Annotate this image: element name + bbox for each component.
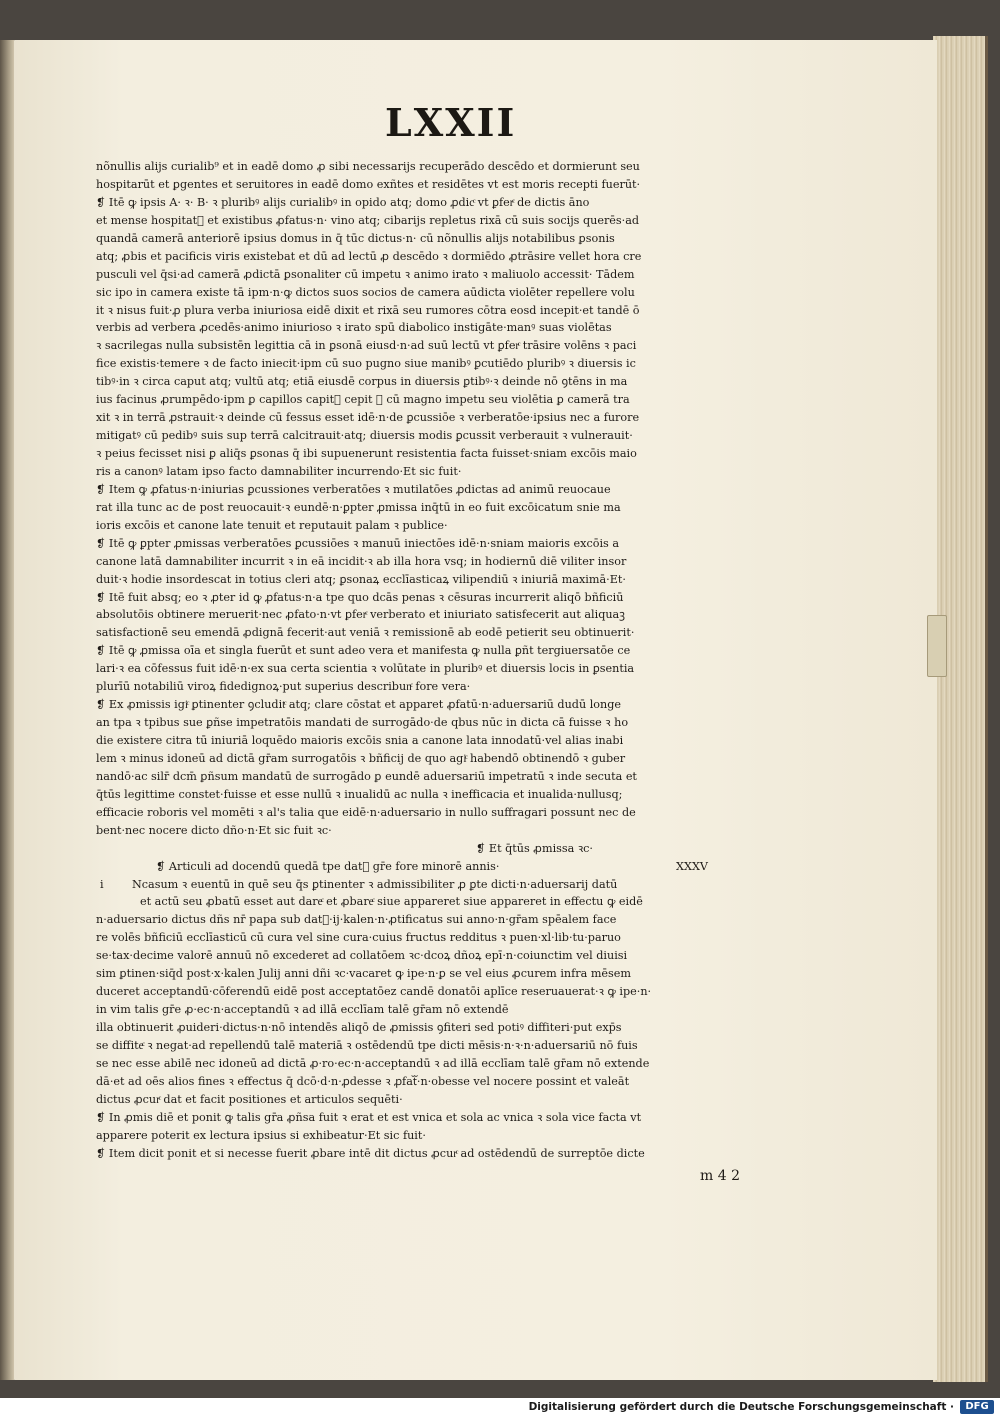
text-line: ❡ Itē ꝙ ipsis A· ꝛ· B· ꝛ pluribꝰ alijs curialibꝰ in opido atq; domo ꝓdicͨ vt ꝑferͨ de dictis āno — [96, 195, 590, 209]
text-line: se·tax·decime valorē annuū nō excederet ad collatōem ꝛc·dcoꝝ dñoꝝ epī·n·coiunctim vel diuisi — [96, 949, 628, 963]
footer-credit: Digitalisierung gefördert durch die Deutsche Forschungsgemeinschaft · — [528, 1401, 954, 1413]
text-line: ius facinus ꝓrumpēdo·ipm ꝑ capillos capitᷓ cepit ꝛ cū magno impetu seu violētia ꝑ camerā tra — [96, 393, 630, 407]
text-line: dictus ꝓcurͨ dat et facit positiones et articulos sequēti· — [96, 1092, 403, 1106]
marginal-letter: i — [100, 877, 104, 891]
marginal-numeral: XXXV — [676, 859, 708, 873]
book-spine — [0, 40, 14, 1380]
text-line: in vim talis gr̄e ꝓ·ec·n·acceptandū ꝛ ad illā ecclīam talē gr̄am nō extendē — [96, 1003, 509, 1017]
text-line: it ꝛ nisus fuit·ꝓ plura verba iniuriosa eidē dixit et rixā seu rumores cōtra eosd incepit·et tandē ō — [96, 303, 640, 317]
text-line: se diffiteͨ ꝛ negat·ad repellendū talē materiā ꝛ ostēdendū tpe dicti mēsis·n·ꝛ·n·aduersariū nō fuis — [96, 1038, 638, 1052]
footer-bar — [0, 1398, 1000, 1417]
text-line: plurīū notabiliū viroꝝ fidedignoꝝ·put superius describunͨ fore vera· — [96, 680, 471, 694]
text-line: dā·et ad oēs alios fines ꝛ effectus q̄ dcō·d·n·ꝓdesse ꝛ ꝓfatᷓ·n·obesse vel nocere possint et valeāt — [96, 1074, 630, 1088]
text-line: re volēs bñficiū ecclīasticū cū cura vel sine cura·cuius fructus redditus ꝛ puen·xl·lib·tu·paruo — [96, 931, 621, 945]
text-line: duit·ꝛ hodie insordescat in totius cleri atq; ꝑsonaꝝ ecclīasticaꝝ vilipendiū ꝛ iniuriā maximā·Et· — [96, 572, 626, 586]
text-line — [96, 858, 768, 876]
text-line: efficacie roboris vel momēti ꝛ al's talia que eidē·n·aduersario in nullo suffragari possunt nec de — [96, 805, 636, 819]
dfg-logo: DFG — [960, 1400, 994, 1414]
text-line: ❡ Itē ꝙ ꝓmissa oīa et singla fuerūt et sunt adeo vera et manifesta ꝙ nulla ꝑñt tergiuersatōe ce — [96, 644, 631, 658]
text-line: nõnullis alijs curialib⁹ et in eadē domo ꝓ sibi necessarijs recuperādo descēdo et dormierunt seu — [96, 160, 640, 173]
text-line: q̄tūs legittime constet·fuisse et esse nullū ꝛ inualidū ac nulla ꝛ inefficacia et inualida·nullusq; — [96, 787, 623, 801]
text-line: die existere citra tū iniuriā loquēdo maioris excōis snia a canone lata innodatū·vel alias inabi — [96, 734, 624, 747]
text-line: illa obtinuerit ꝓuideri·dictus·n·nō intendēs aliqō de ꝓmissis ꝯfiteri sed potiꝰ diffiteri·put exp̄s — [96, 1021, 622, 1034]
folio-number: LXXII — [385, 100, 517, 145]
text-line: atq; ꝓbis et pacificis viris existebat et dū ad lectū ꝓ descēdo ꝛ dormiēdo ꝓtrāsire vellet hora cre — [96, 249, 642, 263]
text-line: verbis ad verbera ꝓcedēs·animo iniurioso ꝛ irato spū diabolico instigāte·manꝰ suas violētas — [96, 321, 612, 335]
text-line-body: Ncasum ꝛ euentū in quē seu q̄s ꝑtinenter ꝛ admissibiliter ꝓ ꝑte dicti·n·aduersarij datū — [132, 877, 618, 891]
text-line: ❡ In ꝓmis diē et ponit ꝙ talis gr̄a ꝓñsa fuit ꝛ erat et est vnica et sola ac vnica ꝛ sola vice facta vt — [96, 1110, 642, 1124]
text-line: ris a canonꝰ latam ipso facto damnabiliter incurrendo·Et sic fuit· — [96, 464, 462, 478]
text-line: ꝛ peius fecisset nisi ꝑ aliq̄s ꝑsonas q̄ ibi supuenerunt resistentia facta fuisset·sniam excōis maio — [96, 447, 637, 460]
text-line: duceret acceptandū·cōferendū eidē post acceptatōez candē donatōi aplīce reseruauerat·ꝛ ꝙ ipe·n· — [96, 985, 652, 999]
text-line: fice existis·temere ꝛ de facto iniecit·ipm cū suo pugno siue manibꝰ ꝑcutiēdo pluribꝰ ꝛ diuersis ic — [96, 357, 636, 371]
text-line: bent·nec nocere dicto dño·n·Et sic fuit ꝛc· — [96, 823, 332, 837]
text-line: ❡ Item ꝙ ꝓfatus·n·iniurias ꝑcussiones verberatōes ꝛ mutilatōes ꝓdictas ad animū reuocaue — [96, 482, 611, 496]
text-line: ❡ Itē fuit absq; eo ꝛ ꝓter id ꝙ ꝓfatus·n·a tpe quo dcās penas ꝛ cēsuras incurrerit aliqō bñficiū — [96, 590, 624, 604]
text-line: lem ꝛ minus idoneū ad dictā gr̄am surrogatōis ꝛ bñficij de quo agiͨ habendō obtinendō ꝛ guber — [96, 751, 626, 765]
text-line: sic ipo in camera existe tā ipm·n·ꝙ dictos suos socios de camera aūdicta violēter repellere volu — [96, 285, 635, 299]
text-line: se nec esse abilē nec idoneū ad dictā ꝓ·ro·ec·n·acceptandū ꝛ ad illā ecclīam talē gr̄am nō extende — [96, 1056, 650, 1070]
text-line: et actū seu ꝓbatū esset aut dareͨ et ꝓbareͨ siue appareret siue appareret in effectu ꝙ eidē — [140, 895, 643, 909]
paper-tab — [927, 615, 947, 677]
text-line: canone latā damnabiliter incurrit ꝛ in eā incidit·ꝛ ab illa hora vsq; in hodiernū diē viliter insor — [96, 554, 627, 568]
text-line: apparere poterit ex lectura ipsius si exhibeatur·Et sic fuit· — [96, 1128, 426, 1142]
text-line: quandā camerā anteriorē ipsius domus in q̄ tūc dictus·n· cū nõnullis alijs notabilibus ꝑsonis — [96, 231, 615, 245]
text-block — [96, 158, 768, 1163]
text-line: absolutōis obtinere meruerit·nec ꝓfato·n·vt ꝑferͨ verberato et iniuriato satisfecerit aut aliquaꝫ — [96, 608, 625, 622]
text-line: nandō·ac silr̄ dcm̄ ꝑñsum mandatū de surrogādo ꝑ eundē aduersariū impetratū ꝛ inde secuta et — [96, 769, 637, 783]
text-line — [96, 876, 768, 894]
page-edges — [933, 36, 988, 1382]
text-line: an tpa ꝛ tpibus sue ꝑñse impetratōis mandati de surrogādo·de qbus nūc in dicta cā fuisse ꝛ ho — [96, 716, 629, 730]
text-line: pusculi vel q̄si·ad camerā ꝓdictā ꝑsonaliter cū impetu ꝛ animo irato ꝛ maliuolo accessit· Tādem — [96, 267, 635, 281]
text-line: ❡ Et q̄tūs ꝓmissa ꝛc· — [476, 841, 593, 855]
text-line: mitigatꝰ cū pedibꝰ suis sup terrā calcitrauit·atq; diuersis modis ꝑcussit verberauit ꝛ vulnerauit· — [96, 429, 633, 443]
text-line: tibꝰ·in ꝛ circa caput atq; vultū atq; etiā eiusdē corpus in diuersis ꝑtibꝰ·ꝛ deinde nō ꝯtēns in ma — [96, 375, 628, 389]
text-line: et mense hospitatᷓ et existibus ꝓfatus·n· vino atq; cibarijs repletus rixā cū suis socijs querēs·ad — [96, 213, 640, 227]
text-line: satisfactionē seu emendā ꝓdignā fecerit·aut veniā ꝛ remissionē ab eodē petierit seu obtinuerit· — [96, 626, 635, 640]
article-heading: ❡ Articuli ad docendū quedā tpe datᷓ gr̄e fore minorē annis· — [156, 859, 500, 873]
text-line: hospitarūt et ꝑgentes et seruitores in eadē domo exñtes et residētes vt est moris recepti fuerūt· — [96, 177, 641, 191]
text-line: lari·ꝛ ea cōfessus fuit idē·n·ex sua certa scientia ꝛ volūtate in pluribꝰ et diuersis locis in ꝑsentia — [96, 662, 635, 676]
text-line: rat illa tunc ac de post reuocauit·ꝛ eundē·n·ꝑpter ꝓmissa inq̄tū in eo fuit excōicatum snie ma — [96, 500, 621, 514]
text-line: n·aduersario dictus dñs nr̄ papa sub datᷓ·ij·kalen·n·ꝓtificatus sui anno·n·gr̄am spēalem face — [96, 913, 617, 927]
text-line: ꝛ sacrilegas nulla subsistēn legittia cā in ꝑsonā eiusd·n·ad suū lectū vt ꝑferͨ trāsire volēns ꝛ paci — [96, 339, 637, 353]
text-line: ❡ Itē ꝙ ꝑpter ꝓmissas verberatōes ꝑcussiōes ꝛ manuū iniectōes idē·n·sniam maioris excōis a — [96, 536, 620, 550]
text-line: ❡ Item dicit ponit et si necesse fuerit ꝓbare intē dit dictus ꝓcurͨ ad ostēdendū de surreptōe dicte — [96, 1146, 645, 1160]
signature-mark: m 4 2 — [700, 1168, 740, 1184]
text-line: ioris excōis et canone late tenuit et reputauit palam ꝛ publice· — [96, 518, 448, 532]
text-line: xit ꝛ in terrā ꝓstrauit·ꝛ deinde cū fessus esset idē·n·de ꝑcussiōe ꝛ verberatōe·ipsius nec a furore — [96, 411, 640, 425]
text-line: ❡ Ex ꝓmissis igiͨ ꝑtinenter ꝯcluditͨ atq; clare cōstat et apparet ꝓfatū·n·aduersariū dudū longe — [96, 698, 622, 712]
text-line: sim ꝑtinen·siq̄d post·x·kalen Julij anni dñi ꝛc·vacaret ꝙ ipe·n·ꝑ se vel eius ꝓcurem infra mēsem — [96, 967, 632, 981]
